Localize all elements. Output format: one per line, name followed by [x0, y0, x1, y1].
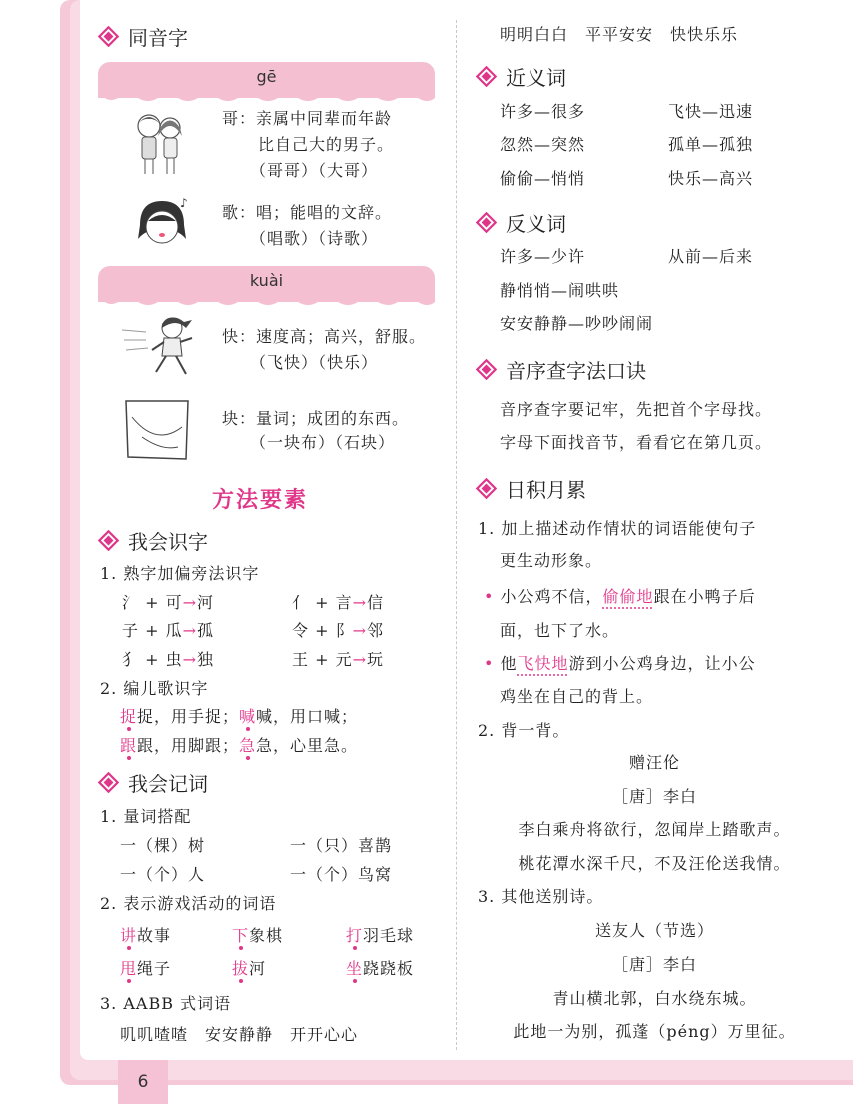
synonym-1a: 许多—很多: [500, 102, 586, 121]
wave-edge-icon: [98, 92, 435, 104]
diamond-bullet-icon: [476, 358, 497, 379]
entry-kuai2-line1: 块：量词；成团的东西。: [222, 409, 410, 428]
diamond-bullet-icon: [98, 529, 119, 550]
rj-item3: 3. 其他送别诗。: [478, 887, 604, 906]
heading-yinxu: [476, 355, 646, 383]
entry-ge2-line2: （唱歌）（诗歌）: [250, 229, 379, 248]
rj-example1: • 小公鸡不信，偷偷地跟在小鸭子后: [484, 587, 756, 606]
aabb-line2: 明明白白 平平安安 快快乐乐: [500, 25, 739, 44]
radical-row-2b: 令 + 阝→邻: [292, 621, 385, 640]
entry-ge-line3: （哥哥）（大哥）: [250, 161, 379, 180]
heading-wojici: [98, 768, 208, 796]
game-4: 甩绳子: [120, 959, 172, 978]
radical-row-1a: 氵 + 可→河: [122, 593, 215, 612]
poem2-line1: 青山横北郭，白水绕东城。: [552, 989, 757, 1008]
pinyin-ge: gē: [256, 67, 277, 86]
column-divider: [456, 20, 457, 1050]
heading-tongyinzi: [98, 22, 188, 50]
synonym-2b: 孤单—孤独: [668, 135, 754, 154]
radical-row-3b: 王 + 元→玩: [292, 650, 385, 669]
antonym-3: 安安静静—吵吵闹闹: [500, 314, 654, 333]
diamond-bullet-icon: [476, 477, 497, 498]
antonym-1a: 许多—少许: [500, 247, 586, 266]
measure-1a: 一（棵）树: [120, 836, 206, 855]
boy-girl-illustration: [130, 108, 188, 178]
entry-kuai-line1: 快：速度高；高兴，舒服。: [222, 327, 427, 346]
measure-2b: 一（个）鸟窝: [290, 865, 393, 884]
game-1: 讲故事: [120, 926, 172, 945]
entry-kuai-line2: （飞快）（快乐）: [250, 353, 379, 372]
rj-example2-line2: 鸡坐在自己的背上。: [500, 687, 654, 706]
synonym-3a: 偷偷—悄悄: [500, 169, 586, 188]
radical-row-1b: 亻 + 言→信: [292, 593, 385, 612]
wojici-item3: 3. AABB 式词语: [100, 994, 232, 1013]
yinxu-line1: 音序查字要记牢，先把首个字母找。: [500, 400, 773, 419]
game-6: 坐跷跷板: [346, 959, 415, 978]
poem1-line1: 李白乘舟将欲行，忽闻岸上踏歌声。: [518, 820, 791, 839]
antonym-1b: 从前—后来: [668, 247, 754, 266]
song-line1: 捉捉，用手捉；喊喊，用口喊；: [120, 707, 359, 726]
running-girl-illustration: [120, 310, 200, 380]
heading-text: 我会记词: [128, 771, 208, 796]
song-line2: 跟跟，用脚跟；急急，心里急。: [120, 736, 359, 755]
synonym-2a: 忽然—突然: [500, 135, 586, 154]
pinyin-kuai: kuài: [249, 271, 284, 290]
poem2-author: ［唐］李白: [611, 955, 697, 974]
heading-woshizi: [98, 526, 208, 554]
pinyin-ribbon-kuai: [98, 266, 435, 302]
radical-row-3a: 犭 + 虫→独: [122, 650, 215, 669]
heading-text: 我会识字: [128, 529, 208, 554]
game-2: 下象棋: [232, 926, 284, 945]
diamond-bullet-icon: [476, 65, 497, 86]
wojici-item2: 2. 表示游戏活动的词语: [100, 894, 277, 913]
diamond-bullet-icon: [98, 771, 119, 792]
heading-jinyici: [476, 62, 566, 90]
heading-text: 同音字: [128, 25, 188, 50]
poem1-line2: 桃花潭水深千尺，不及汪伦送我情。: [518, 854, 791, 873]
radical-row-2a: 子 + 瓜→孤: [122, 621, 215, 640]
woshizi-item2: 2. 编儿歌识字: [100, 679, 209, 698]
synonym-1b: 飞快—迅速: [668, 102, 754, 121]
diamond-bullet-icon: [98, 25, 119, 46]
heading-fanyici: [476, 208, 566, 236]
svg-text:♪: ♪: [180, 196, 188, 210]
antonym-2: 静悄悄—闹哄哄: [500, 281, 620, 300]
rj-item1-line2: 更生动形象。: [500, 551, 603, 570]
rj-item1-line1: 1. 加上描述动作情状的词语能使句子: [478, 519, 757, 538]
pinyin-ribbon-ge: [98, 62, 435, 98]
poem2-title: 送友人（节选）: [594, 921, 714, 940]
rj-item2: 2. 背一背。: [478, 721, 570, 740]
heading-text: 日积月累: [506, 477, 586, 502]
heading-text: 近义词: [506, 65, 566, 90]
wojici-item1: 1. 量词搭配: [100, 807, 192, 826]
entry-ge2-line1: 歌：唱；能唱的文辞。: [222, 203, 393, 222]
wave-edge-icon: [98, 296, 435, 308]
aabb-line1: 叽叽喳喳 安安静静 开开心心: [120, 1025, 359, 1044]
section-title-fangfa: 方法要素: [212, 487, 309, 513]
singing-girl-illustration: [134, 195, 194, 255]
woshizi-item1: 1. 熟字加偏旁法识字: [100, 564, 260, 583]
measure-2a: 一（个）人: [120, 865, 206, 884]
heading-text: 反义词: [506, 211, 566, 236]
poem1-author: ［唐］李白: [611, 787, 697, 806]
rj-example1-line2: 面，也下了水。: [500, 621, 620, 640]
poem2-line2: 此地一为别，孤蓬（péng）万里征。: [513, 1022, 796, 1041]
heading-text: 音序查字法口诀: [506, 358, 646, 383]
measure-1b: 一（只）喜鹊: [290, 836, 393, 855]
cloth-illustration: [122, 397, 192, 463]
page-number: 6: [118, 1060, 168, 1104]
yinxu-line2: 字母下面找音节，看看它在第几页。: [500, 433, 773, 452]
game-5: 拔河: [232, 959, 267, 978]
entry-ge-line2: 比自己大的男子。: [258, 135, 395, 154]
synonym-3b: 快乐—高兴: [668, 169, 754, 188]
entry-ge-line1: 哥：亲属中同辈而年龄: [222, 109, 393, 128]
poem1-title: 赠汪伦: [628, 753, 680, 772]
game-3: 打羽毛球: [346, 926, 415, 945]
rj-example2: • 他飞快地游到小公鸡身边，让小公: [484, 654, 756, 673]
diamond-bullet-icon: [476, 211, 497, 232]
heading-rijiyuelei: [476, 474, 586, 502]
entry-kuai2-line2: （一块布）（石块）: [250, 433, 396, 452]
